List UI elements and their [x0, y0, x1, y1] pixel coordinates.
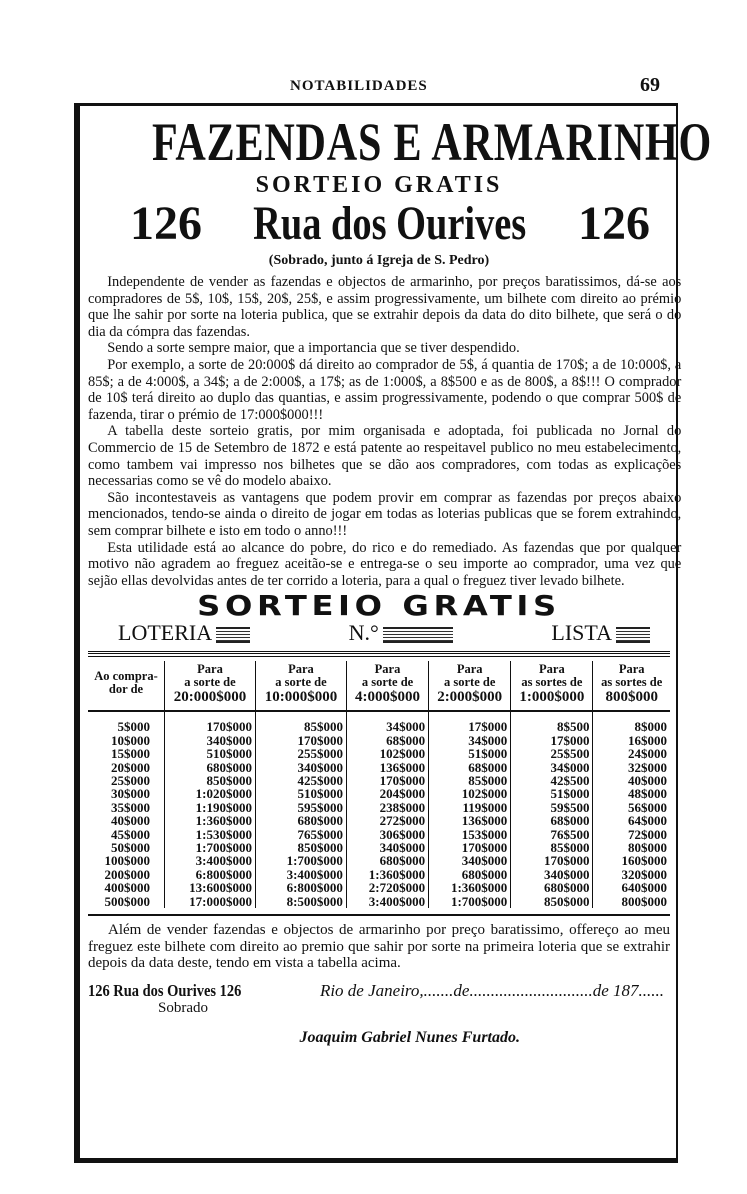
- ticket-address: 126 Rua dos Ourives 126: [88, 980, 242, 1000]
- header-line1: Ao compra-: [94, 668, 158, 683]
- address-number-left: 126: [130, 197, 202, 250]
- table-cell: 51$000: [511, 787, 593, 800]
- table-cell: 1:530$000: [165, 828, 256, 841]
- header-line2: a sorte de: [444, 675, 496, 690]
- table-cell: 76$500: [511, 828, 593, 841]
- table-cell: 59$500: [511, 801, 593, 814]
- table-cell: 16$000: [628, 732, 667, 748]
- ad-title: FAZENDAS E ARMARINHO: [152, 112, 713, 172]
- table-cell: 3:400$000: [165, 854, 256, 867]
- table-cell: 42$500: [511, 774, 593, 787]
- table-cell: 20$000: [88, 761, 165, 774]
- table-cell: 72$000: [628, 826, 667, 842]
- table-row: [88, 734, 670, 747]
- table-cell: 102$000: [346, 747, 428, 760]
- numero-blank: [383, 627, 453, 643]
- table-cell: 425$000: [255, 774, 346, 787]
- lista-blank: [616, 627, 650, 643]
- table-row: [88, 828, 670, 841]
- header-line1: Para: [374, 662, 401, 677]
- closing-text: Além de vender fazendas e objectos de armarinho por preço baratissimo, offereço ao meu freguez este bilhete com direito ao premio que sahir por sorte na primeira loteria que se extrahir depois da data deste, tendo em vista a tabella acima.: [88, 921, 670, 972]
- table-row: [88, 814, 670, 827]
- table-cell: 17$000: [429, 711, 511, 733]
- table-cell: 24$000: [628, 746, 667, 762]
- table-cell: 102$000: [429, 787, 511, 800]
- table-cell: 850$000: [511, 895, 593, 908]
- page-number: 69: [640, 74, 660, 96]
- table-row: [88, 895, 670, 908]
- table-cell: 510$000: [255, 787, 346, 800]
- header-amount: 1:000$000: [519, 689, 585, 706]
- header-line1: Para: [288, 662, 314, 677]
- table-cell: 340$000: [346, 841, 428, 854]
- table-cell: 34$000: [511, 761, 593, 774]
- table-cell: 34$000: [346, 711, 428, 733]
- table-cell: 100$000: [88, 854, 165, 867]
- ticket-fields: [88, 621, 670, 645]
- ticket-title: SORTEIO GRATIS: [197, 589, 561, 623]
- table-row: [88, 881, 670, 894]
- table-cell: 40$000: [628, 772, 667, 788]
- table-cell: 1:700$000: [429, 895, 511, 908]
- table-cell: 680$000: [255, 814, 346, 827]
- table-cell: 800$000: [621, 893, 667, 909]
- table-cell: 25$000: [88, 774, 165, 787]
- table-cell: 255$000: [255, 747, 346, 760]
- ad-subtitle: SORTEIO GRATIS: [255, 172, 503, 198]
- header-line1: Para: [539, 662, 565, 677]
- table-cell: 136$000: [346, 761, 428, 774]
- table-cell: 306$000: [346, 828, 428, 841]
- table-cell: 85$000: [255, 711, 346, 733]
- advertisement-frame: [74, 103, 713, 1163]
- table-cell: 238$000: [346, 801, 428, 814]
- table-cell: 3:400$000: [255, 868, 346, 881]
- loteria-blank: [216, 627, 250, 643]
- table-cell: 8$500: [511, 711, 593, 733]
- table-cell: 850$000: [165, 774, 256, 787]
- table-cell: 6:800$000: [255, 881, 346, 894]
- table-row: [88, 854, 670, 867]
- header-amount: 2:000$000: [437, 689, 503, 706]
- table-cell: 2:720$000: [346, 881, 428, 894]
- closing: [88, 922, 670, 972]
- signature: Joaquim Gabriel Nunes Furtado.: [299, 1028, 520, 1046]
- table-cell: 17$000: [511, 734, 593, 747]
- table-cell: 400$000: [88, 881, 165, 894]
- paragraph: Por exemplo, a sorte de 20:000$ dá direito ao comprador de 5$, á quantia de 170$; a de 10:000$, a 85$; a de 4:000$, a 34$; a de 2:000$, a 17$; as de 1:000$, a 8$500 e as de 800$, a 8$!!! O comprador de 10$ terá direito ao duplo das quantias, e assim progressivamente, podendo o que comprar 500$ de fazenda, tirar o prémio de 17:000$000!!!: [88, 356, 682, 423]
- table-cell: 500$000: [88, 895, 165, 908]
- header-line2: dor de: [108, 681, 144, 696]
- table-cell: 1:190$000: [165, 801, 256, 814]
- table-cell: 136$000: [429, 814, 511, 827]
- header-line2: a sorte de: [275, 675, 327, 690]
- table-cell: 340$000: [429, 854, 511, 867]
- table-cell: 340$000: [165, 734, 256, 747]
- table-cell: 170$000: [511, 854, 593, 867]
- table-cell: 15$000: [88, 747, 165, 760]
- table-cell: 1:020$000: [165, 787, 256, 800]
- header-amount: 20:000$000: [173, 689, 247, 706]
- table-cell: 510$000: [165, 747, 256, 760]
- table-cell: 595$000: [255, 801, 346, 814]
- table-cell: 68$000: [346, 734, 428, 747]
- table-row: [88, 868, 670, 881]
- header-line1: Para: [197, 662, 223, 677]
- paragraph: Independente de vender as fazendas e objectos de armarinho, por preços baratissimos, dá-se aos compradores de 5$, 10$, 15$, 20$, 25$, e assim progressivamente, um bilhete com direito ao prémio que lhe sahir por sorte na loteria publica, que se extrahir depois da data do dito bilhete, que será o do dia da cómpra das fazendas.: [88, 274, 682, 340]
- header-line1: Para: [456, 662, 483, 677]
- table-cell: 25$500: [511, 747, 593, 760]
- table-cell: 68$000: [429, 761, 511, 774]
- header-amount: 800$000: [605, 689, 658, 706]
- table-cell: 6:800$000: [165, 868, 256, 881]
- table-cell: 1:360$000: [165, 814, 256, 827]
- column-header: [88, 661, 165, 711]
- table-row: [88, 801, 670, 814]
- table-cell: 35$000: [88, 801, 165, 814]
- table-cell: 85$000: [511, 841, 593, 854]
- table-row: [88, 747, 670, 760]
- table-cell: 68$000: [511, 814, 593, 827]
- table-cell: 680$000: [429, 868, 511, 881]
- table-cell: 1:360$000: [346, 868, 428, 881]
- table-cell: 48$000: [628, 786, 667, 802]
- table-cell: 200$000: [88, 868, 165, 881]
- table-cell: 1:700$000: [165, 841, 256, 854]
- loteria-label: LOTERIA: [118, 620, 213, 646]
- table-cell: 1:360$000: [429, 881, 511, 894]
- table-cell: 80$000: [628, 839, 667, 855]
- table-cell: 680$000: [165, 761, 256, 774]
- table-row: [88, 787, 670, 800]
- table-cell: 5$000: [88, 711, 165, 733]
- table-cell: 680$000: [511, 881, 593, 894]
- table-cell: 340$000: [255, 761, 346, 774]
- table-cell: 10$000: [88, 734, 165, 747]
- ad-address: [88, 198, 670, 250]
- table-cell: 85$000: [429, 774, 511, 787]
- table-row: [88, 774, 670, 787]
- header-amount: 10:000$000: [264, 689, 338, 706]
- table-cell: 64$000: [628, 813, 667, 829]
- paragraph: São incontestaveis as vantagens que podem provir em comprar as fazendas por preços abaixo mencionados, tendo-se ainda o direito de jogar em todas as loterias publicas que se forem extrahindo, sem comprar bilhete e isto em todo o anno!!!: [88, 489, 682, 539]
- column-header: [511, 661, 593, 711]
- column-header: [593, 661, 670, 711]
- table-cell: 50$000: [88, 841, 165, 854]
- table-cell: 340$000: [511, 868, 593, 881]
- table-cell: 17:000$000: [165, 895, 256, 908]
- table-cell: 30$000: [88, 787, 165, 800]
- table-cell: 850$000: [255, 841, 346, 854]
- divider: [88, 651, 670, 657]
- table-row: [88, 711, 670, 733]
- table-cell: 204$000: [346, 787, 428, 800]
- column-header: [255, 661, 346, 711]
- table-cell: 32$000: [628, 759, 667, 775]
- header-line2: a sorte de: [184, 675, 236, 690]
- table-row: [88, 841, 670, 854]
- column-header: [165, 661, 256, 711]
- table-cell: 272$000: [346, 814, 428, 827]
- table-cell: 13:600$000: [165, 881, 256, 894]
- numero-label: N.°: [348, 620, 379, 646]
- ticket-footer: [88, 982, 670, 1000]
- table-cell: 1:700$000: [255, 854, 346, 867]
- table-cell: 40$000: [88, 814, 165, 827]
- table-cell: 56$000: [628, 799, 667, 815]
- header-line1: Para: [618, 662, 645, 677]
- table-cell: 119$000: [429, 801, 511, 814]
- table-cell: 8$000: [634, 719, 667, 735]
- table-cell: 640$000: [621, 880, 667, 896]
- table-cell: 680$000: [346, 854, 428, 867]
- column-header: [346, 661, 428, 711]
- paragraph: Sendo a sorte sempre maior, que a importancia que se tiver despendido.: [107, 340, 520, 357]
- ad-body: [88, 274, 682, 589]
- header-amount: 4:000$000: [355, 689, 421, 706]
- table-cell: 153$000: [429, 828, 511, 841]
- table-cell: 320$000: [621, 866, 667, 882]
- header-line2: as sortes de: [601, 675, 663, 690]
- column-header: [429, 661, 511, 711]
- table-cell: 170$000: [165, 711, 256, 733]
- header-line2: a sorte de: [361, 675, 414, 690]
- table-cell: 170$000: [346, 774, 428, 787]
- paragraph: A tabella deste sorteio gratis, por mim organisada e adoptada, foi publicada no Jornal do Commercio de 15 de Setembro de 1872 e está patente ao respeitavel publico no meu estabelecimento, como tambem vai impresso nos bilhetes que se dão aos compradores, com todas as explicações necessarias como se vê do modelo abaixo.: [88, 423, 682, 490]
- running-title: NOTABILIDADES: [290, 78, 428, 94]
- table-cell: 160$000: [621, 853, 667, 869]
- table-cell: 34$000: [429, 734, 511, 747]
- running-head: [0, 74, 747, 98]
- address-note: (Sobrado, junto á Igreja de S. Pedro): [268, 253, 490, 268]
- address-street: Rua dos Ourives: [253, 197, 527, 250]
- paragraph: Esta utilidade está ao alcance do pobre, do rico e do remediado. As fazendas que por qualquer motivo não agradem ao freguez aceitão-se e entrega-se o seu importe ao comprador, uma vez que sejão ellas devolvidas antes de ter corrido a loteria, para a qual o freguez tiver levado bilhete.: [88, 539, 682, 589]
- place-date: Rio de Janeiro,.......de.............................de 187......: [319, 980, 664, 1000]
- sobrado: Sobrado: [158, 999, 208, 1016]
- table-cell: 765$000: [255, 828, 346, 841]
- table-cell: 51$000: [429, 747, 511, 760]
- prize-table: [88, 661, 670, 908]
- divider: [88, 914, 670, 916]
- table-row: [88, 761, 670, 774]
- table-cell: 170$000: [429, 841, 511, 854]
- table-cell: 45$000: [88, 828, 165, 841]
- table-cell: 8:500$000: [255, 895, 346, 908]
- lista-label: LISTA: [551, 620, 612, 646]
- header-line2: as sortes de: [521, 675, 583, 690]
- address-number-right: 126: [577, 197, 650, 250]
- table-cell: 3:400$000: [346, 895, 428, 908]
- table-cell: 170$000: [255, 734, 346, 747]
